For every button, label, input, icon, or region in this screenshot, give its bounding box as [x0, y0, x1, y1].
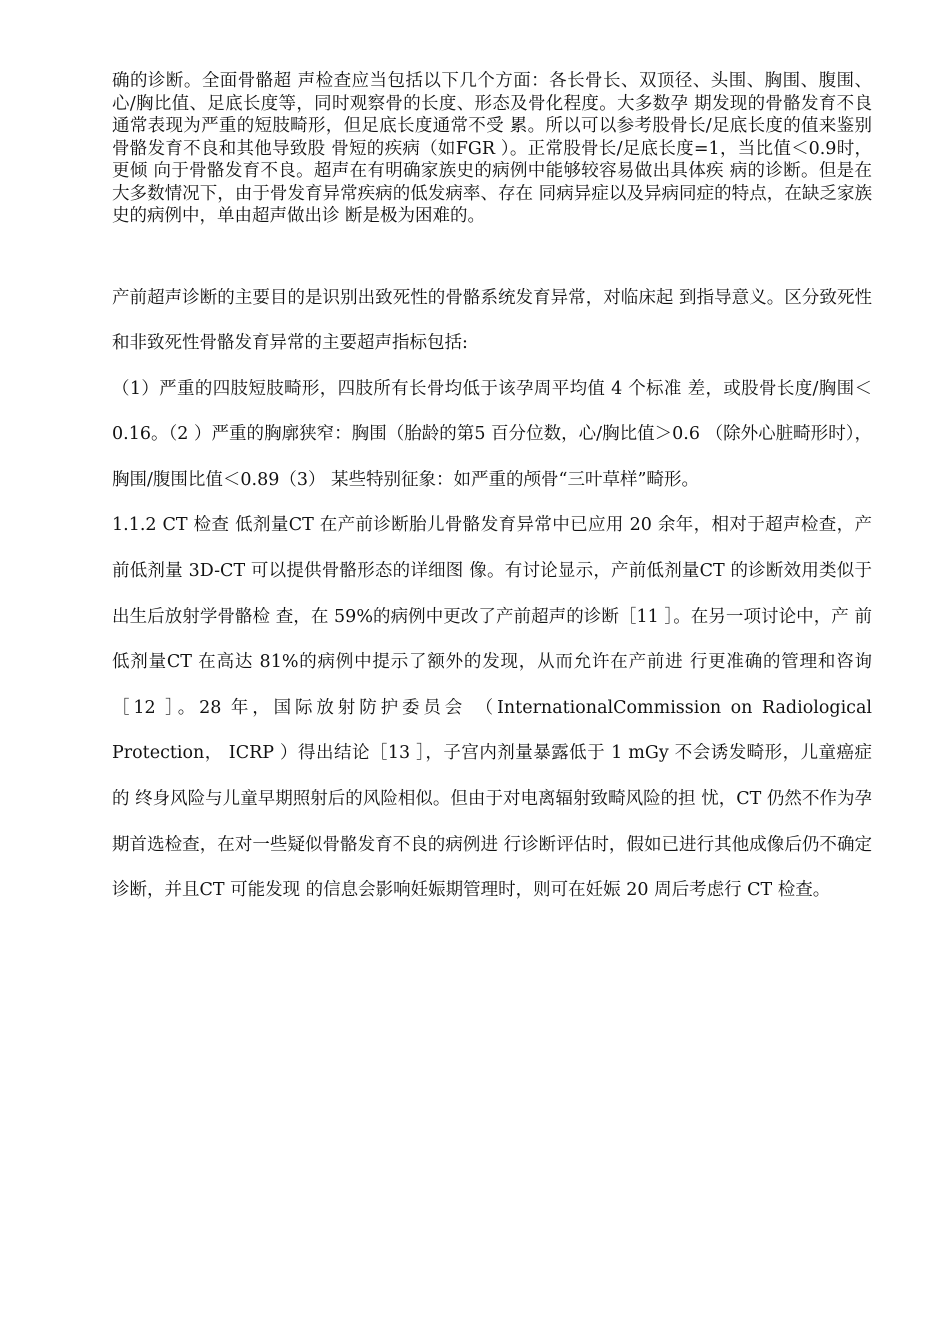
- paragraph-gap: [112, 228, 872, 276]
- paragraph-criteria-list: （1）严重的四肢短肢畸形，四肢所有长骨均低于该孕周平均值 4 个标准 差，或股骨长度/胸围＜0.16。（2 ）严重的胸廓狭窄：胸围（胎龄的第5 百分位数，心/胸比值＞0.6 （除外心脏畸形时），胸围/腹围比值＜0.89（3） 某些特别征象：如严重的颅骨“三叶草样”畸形。: [112, 378, 872, 490]
- paragraph-skeletal-ultrasound: 确的诊断。全面骨骼超 声检查应当包括以下几个方面：各长骨长、双顶径、头围、胸围、腹围、 心/胸比值、足底长度等，同时观察骨的长度、形态及骨化程度。大多数孕 期发现的骨骼发育不良通常表现为严重的短肢畸形，但足底长度通常不受 累。所以可以参考股骨长/足底长度的值来鉴别骨骼发育不良和其他导致股 骨短的疾病（如FGR ）。正常股骨长/足底长度=1，当比值＜0.9时，更倾 向于骨骼发育不良。超声在有明确家族史的病例中能够较容易做出具体疾 病的诊断。但是在大多数情况下，由于骨发育异常疾病的低发病率、存在 同病异症以及异病同症的特点，在缺乏家族史的病例中，单由超声做出诊 断是极为困难的。: [112, 71, 872, 226]
- paragraph-ct-section: 1.1.2 CT 检查 低剂量CT 在产前诊断胎儿骨骼发育异常中已应用 20 余年，相对于超声检查，产前低剂量 3D-CT 可以提供骨骼形态的详细图 像。有讨论显示，产前低剂量CT 的诊断效用类似于出生后放射学骨骼检 查，在 59%的病例中更改了产前超声的诊断［11 ］。在另一项讨论中，产 前低剂量CT 在高达 81%的病例中提示了额外的发现，从而允许在产前进 行更准确的管理和咨询［12 ］。28 年，国际放射防护委员会 （InternationalCommission on Radiological Protection， ICRP ）得出结论［13 ］，子宫内剂量暴露低于 1 mGy 不会诱发畸形，儿童癌症的 终身风险与儿童早期照射后的风险相似。但由于对电离辐射致畸风险的担 忧，CT 仍然不作为孕期首选检查，在对一些疑似骨骼发育不良的病例进 行诊断评估时，假如已进行其他成像后仍不确定诊断，并且CT 可能发现 的信息会影响妊娠期管理时，则可在妊娠 20 周后考虑行 CT 检查。: [112, 515, 872, 901]
- paragraph-prenatal-goal: 产前超声诊断的主要目的是识别出致死性的骨骼系统发育异常，对临床起 到指导意义。区分致死性和非致死性骨骼发育异常的主要超声指标包括:: [112, 287, 872, 354]
- document-page: [112, 70, 872, 914]
